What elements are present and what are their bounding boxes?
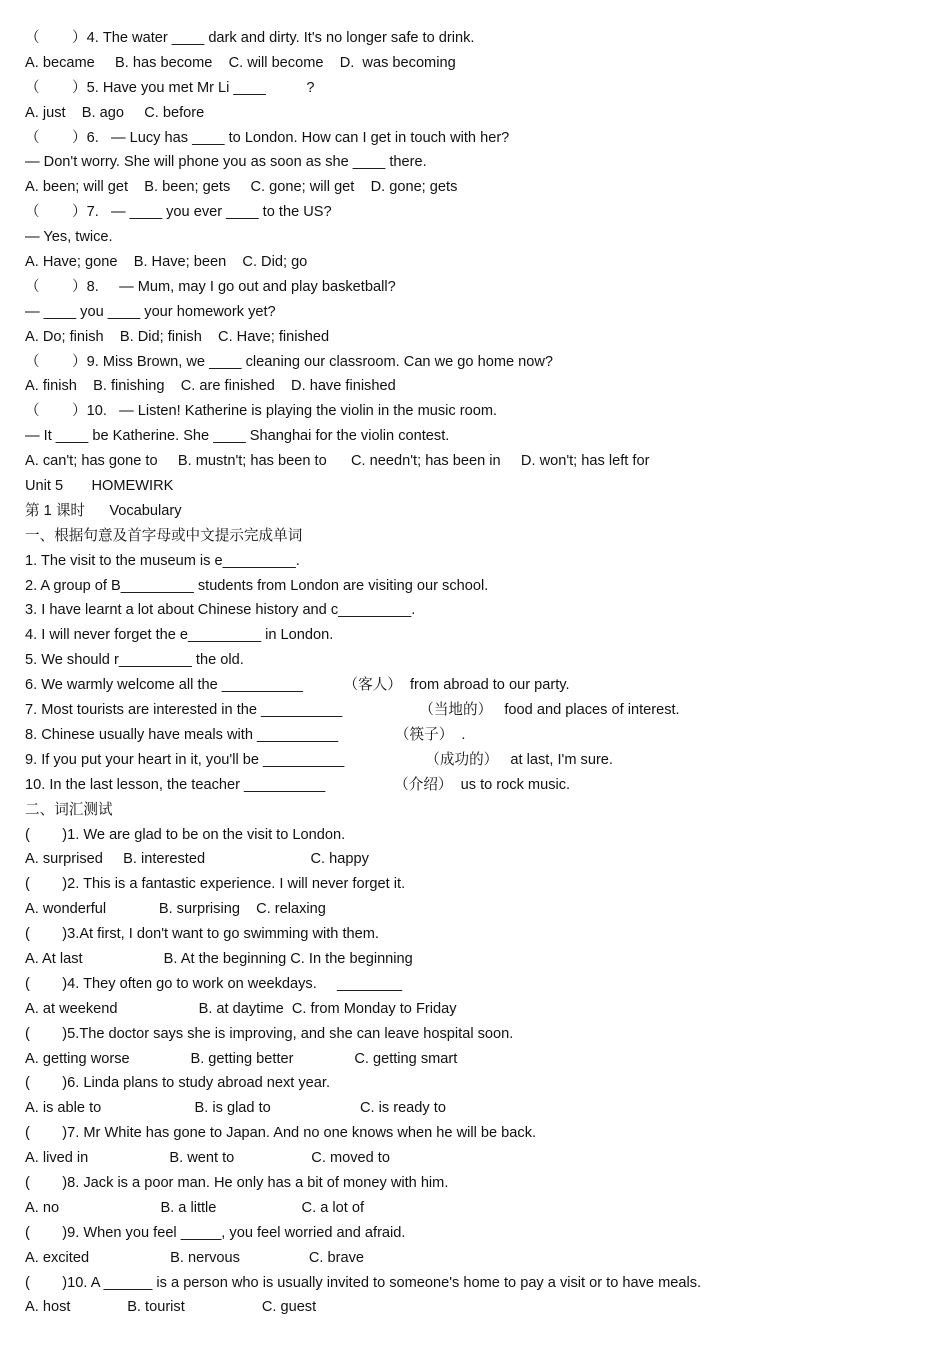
text-line: — It ____ be Katherine. She ____ Shanghai for the violin contest.: [25, 428, 450, 445]
text-line: （ ）6. — Lucy has ____ to London. How can I get in touch with her?: [25, 129, 510, 146]
text-line: A. finish B. finishing C. are finished D. have finished: [25, 378, 396, 395]
text-line: A. is able to B. is glad to C. is ready to: [25, 1100, 446, 1117]
text-line: — Don't worry. She will phone you as soon as she ____ there.: [25, 154, 427, 171]
text-line: 7. Most tourists are interested in the __________ （当地的） food and places of interest.: [25, 702, 680, 719]
section-heading: 二、词汇测试: [25, 801, 113, 818]
text-line: ( )1. We are glad to be on the visit to London.: [25, 826, 346, 843]
lesson-heading: 第 1 课时 Vocabulary: [25, 502, 182, 519]
text-line: 6. We warmly welcome all the __________ （客人） from abroad to our party.: [25, 677, 570, 694]
text-line: A. lived in B. went to C. moved to: [25, 1150, 390, 1167]
text-line: A. no B. a little C. a lot of: [25, 1199, 365, 1216]
text-line: （ ）9. Miss Brown, we ____ cleaning our classroom. Can we go home now?: [25, 353, 554, 370]
text-line: A. At last B. At the beginning C. In the beginning: [25, 950, 413, 967]
text-line: （ ）4. The water ____ dark and dirty. It's no longer safe to drink.: [25, 30, 475, 46]
text-line: ( )6. Linda plans to study abroad next year.: [25, 1075, 331, 1092]
text-line: A. just B. ago C. before: [25, 104, 205, 121]
text-line: （ ）7. — ____ you ever ____ to the US?: [25, 204, 332, 221]
unit-heading: Unit 5 HOMEWIRK: [25, 478, 174, 495]
text-line: 3. I have learnt a lot about Chinese history and c_________.: [25, 602, 416, 619]
text-line: A. getting worse B. getting better C. getting smart: [25, 1050, 458, 1067]
text-line: ( )3.At first, I don't want to go swimming with them.: [25, 926, 379, 943]
worksheet: [25, 26, 925, 1320]
text-line: （ ）10. — Listen! Katherine is playing the violin in the music room.: [25, 403, 498, 420]
text-line: （ ）5. Have you met Mr Li ____ ?: [25, 79, 315, 96]
text-line: A. been; will get B. been; gets C. gone; will get D. gone; gets: [25, 179, 458, 196]
text-line: A. at weekend B. at daytime C. from Monday to Friday: [25, 1000, 457, 1017]
text-line: ( )4. They often go to work on weekdays. ________: [25, 975, 402, 992]
text-line: ( )10. A ______ is a person who is usually invited to someone's home to pay a visit or to have meals.: [25, 1274, 702, 1291]
text-line: — Yes, twice.: [25, 229, 113, 246]
text-line: 9. If you put your heart in it, you'll be __________ （成功的） at last, I'm sure.: [25, 751, 613, 768]
text-line: A. Have; gone B. Have; been C. Did; go: [25, 254, 308, 271]
text-line: A. can't; has gone to B. mustn't; has been to C. needn't; has been in D. won't; has left for: [25, 453, 650, 470]
text-line: A. wonderful B. surprising C. relaxing: [25, 901, 326, 918]
text-line: A. excited B. nervous C. brave: [25, 1249, 365, 1266]
text-line: A. became B. has become C. will become D. was becoming: [25, 54, 456, 71]
text-line: 5. We should r_________ the old.: [25, 652, 244, 669]
text-line: A. Do; finish B. Did; finish C. Have; finished: [25, 328, 330, 345]
text-line: A. host B. tourist C. guest: [25, 1299, 317, 1316]
text-line: （ ）8. — Mum, may I go out and play basketball?: [25, 278, 396, 295]
text-line: ( )9. When you feel _____, you feel worried and afraid.: [25, 1224, 406, 1241]
text-line: ( )2. This is a fantastic experience. I will never forget it.: [25, 876, 406, 893]
text-line: 2. A group of B_________ students from London are visiting our school.: [25, 577, 489, 594]
text-line: ( )5.The doctor says she is improving, and she can leave hospital soon.: [25, 1025, 514, 1042]
text-line: ( )7. Mr White has gone to Japan. And no one knows when he will be back.: [25, 1125, 537, 1142]
text-line: 1. The visit to the museum is e_________.: [25, 552, 300, 569]
section-heading: 一、根据句意及首字母或中文提示完成单词: [25, 527, 303, 544]
text-line: 4. I will never forget the e_________ in London.: [25, 627, 334, 644]
text-line: 8. Chinese usually have meals with __________ （筷子） .: [25, 726, 466, 743]
text-line: A. surprised B. interested C. happy: [25, 851, 369, 868]
text-line: — ____ you ____ your homework yet?: [25, 303, 276, 320]
text-line: 10. In the last lesson, the teacher __________ （介绍） us to rock music.: [25, 776, 571, 793]
text-line: ( )8. Jack is a poor man. He only has a bit of money with him.: [25, 1174, 449, 1191]
